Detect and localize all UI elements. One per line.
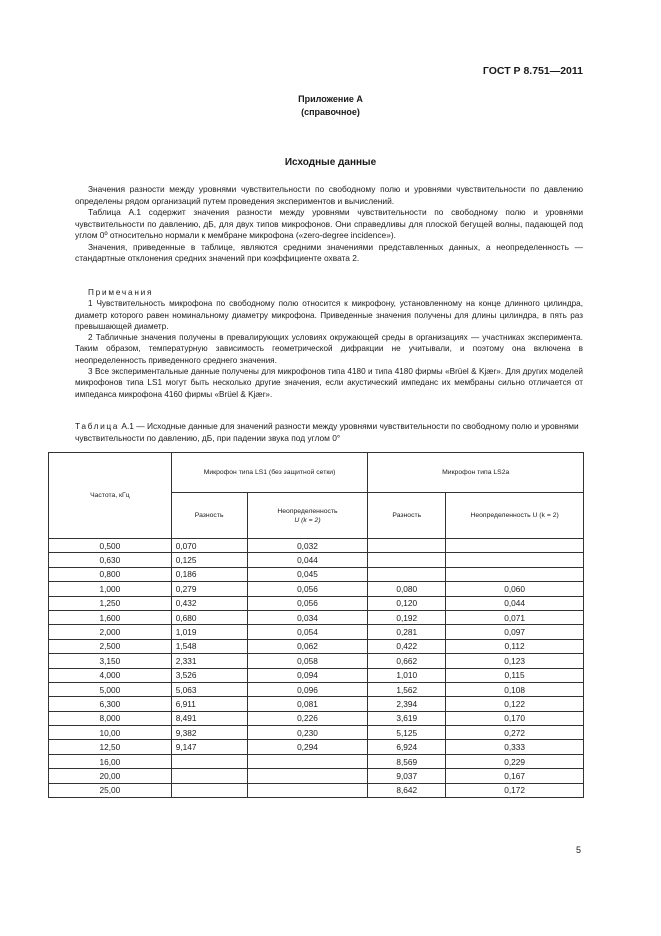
value-cell: 0,080 xyxy=(368,582,446,596)
value-cell: 6,924 xyxy=(368,740,446,754)
value-cell: 0,056 xyxy=(247,596,368,610)
table-row xyxy=(49,654,584,668)
frequency-cell: 2,500 xyxy=(49,639,172,653)
value-cell: 0,229 xyxy=(446,754,584,768)
value-cell: 1,548 xyxy=(171,639,247,653)
value-cell: 0,226 xyxy=(247,711,368,725)
value-cell: 0,333 xyxy=(446,740,584,754)
value-cell: 0,058 xyxy=(247,654,368,668)
value-cell: 0,192 xyxy=(368,610,446,624)
frequency-cell: 6,300 xyxy=(49,697,172,711)
value-cell: 0,294 xyxy=(247,740,368,754)
col-group-ls2a: Микрофон типа LS2a xyxy=(368,453,584,493)
frequency-cell: 1,250 xyxy=(49,596,172,610)
value-cell: 3,619 xyxy=(368,711,446,725)
value-cell: 0,230 xyxy=(247,726,368,740)
value-cell: 0,680 xyxy=(171,610,247,624)
frequency-cell: 0,800 xyxy=(49,567,172,581)
value-cell xyxy=(368,567,446,581)
value-cell: 2,394 xyxy=(368,697,446,711)
value-cell xyxy=(171,754,247,768)
value-cell: 0,422 xyxy=(368,639,446,653)
notes-block xyxy=(75,287,583,400)
note-item: 1 Чувствительность микрофона по свободному полю относится к микрофону, установленному на конце длинного цилиндра, диаметр которого равен номинальному диаметру микрофона. Приведенные значения получены для длины цилиндра, в пять раз превышающей диаметр. xyxy=(75,299,583,331)
frequency-cell: 16,00 xyxy=(49,754,172,768)
value-cell: 0,112 xyxy=(446,639,584,653)
col-ls1-uncertainty-line1: Неопределенность xyxy=(277,507,338,515)
value-cell: 2,331 xyxy=(171,654,247,668)
frequency-cell: 10,00 xyxy=(49,726,172,740)
table-row xyxy=(49,783,584,797)
value-cell xyxy=(247,769,368,783)
value-cell: 5,063 xyxy=(171,682,247,696)
intro-text xyxy=(75,184,583,265)
value-cell: 0,279 xyxy=(171,582,247,596)
table-row xyxy=(49,539,584,553)
note-item: 2 Табличные значения получены в превалирующих условиях окружающей среды в организациях — участниках эксперимента. Таким образом, температурную зависимость геометрической дифракции не учитывали, и поэтому она включена в неопределенность приведенного среднего значения. xyxy=(75,333,583,365)
table-row xyxy=(49,610,584,624)
paragraph: Значения разности между уровнями чувствительности по свободному полю и уровнями чувствительности по давлению определены рядом организаций путем проведения экспериментов и вычислений. xyxy=(75,184,583,206)
value-cell: 0,662 xyxy=(368,654,446,668)
table-row xyxy=(49,596,584,610)
page-number: 5 xyxy=(575,845,581,855)
table-row xyxy=(49,754,584,768)
frequency-cell: 12,50 xyxy=(49,740,172,754)
value-cell: 0,186 xyxy=(171,567,247,581)
frequency-cell: 4,000 xyxy=(49,668,172,682)
annex-type: (справочное) xyxy=(301,107,360,117)
value-cell: 0,125 xyxy=(171,553,247,567)
table-row xyxy=(49,582,584,596)
col-frequency: Частота, кГц xyxy=(49,453,172,539)
table-caption-label: Таблица xyxy=(75,421,120,431)
table-row xyxy=(49,639,584,653)
value-cell: 1,562 xyxy=(368,682,446,696)
table-row xyxy=(49,625,584,639)
table-row xyxy=(49,567,584,581)
frequency-cell: 25,00 xyxy=(49,783,172,797)
value-cell: 0,081 xyxy=(247,697,368,711)
table-row xyxy=(49,682,584,696)
value-cell xyxy=(171,769,247,783)
table-row xyxy=(49,697,584,711)
value-cell xyxy=(368,539,446,553)
value-cell: 9,037 xyxy=(368,769,446,783)
value-cell: 8,491 xyxy=(171,711,247,725)
table-row xyxy=(49,668,584,682)
value-cell xyxy=(446,553,584,567)
standard-number: ГОСТ Р 8.751—2011 xyxy=(482,65,583,77)
value-cell: 1,010 xyxy=(368,668,446,682)
value-cell xyxy=(446,539,584,553)
value-cell: 0,094 xyxy=(247,668,368,682)
section-title: Исходные данные xyxy=(284,157,377,168)
value-cell: 0,172 xyxy=(446,783,584,797)
frequency-cell: 1,000 xyxy=(49,582,172,596)
frequency-cell: 0,500 xyxy=(49,539,172,553)
value-cell: 0,044 xyxy=(446,596,584,610)
col-group-ls1: Микрофон типа LS1 (без защитной сетки) xyxy=(171,453,368,493)
note-item: 3 Все экспериментальные данные получены для микрофонов типа 4180 и типа 4180 фирмы «Brüel & Kjær». Для других моделей микрофонов типа LS1 могут быть несколько другие значения, если акустический импеданс их мембраны сильно отличается от импеданса микрофона 4160 фирмы «Brüel & Kjær». xyxy=(75,367,583,399)
value-cell: 0,108 xyxy=(446,682,584,696)
value-cell: 0,070 xyxy=(171,539,247,553)
table-caption-text: А.1 — Исходные данные для значений разности между уровнями чувствительности по свободному полю и уровнями чувствительности по давлению, дБ, при падении звука под углом 0° xyxy=(75,421,579,443)
value-cell: 0,115 xyxy=(446,668,584,682)
value-cell: 0,123 xyxy=(446,654,584,668)
value-cell: 0,054 xyxy=(247,625,368,639)
value-cell: 0,120 xyxy=(368,596,446,610)
table-row xyxy=(49,726,584,740)
value-cell: 0,432 xyxy=(171,596,247,610)
notes-heading: Примечания xyxy=(88,288,154,297)
value-cell: 0,122 xyxy=(446,697,584,711)
frequency-cell: 2,000 xyxy=(49,625,172,639)
value-cell: 0,062 xyxy=(247,639,368,653)
value-cell: 6,911 xyxy=(171,697,247,711)
value-cell: 9,382 xyxy=(171,726,247,740)
frequency-cell: 8,000 xyxy=(49,711,172,725)
value-cell: 0,167 xyxy=(446,769,584,783)
value-cell: 1,019 xyxy=(171,625,247,639)
value-cell: 0,034 xyxy=(247,610,368,624)
table-caption xyxy=(75,421,583,444)
table-row xyxy=(49,553,584,567)
annex-heading xyxy=(0,93,661,119)
table-header xyxy=(49,453,584,539)
value-cell: 0,281 xyxy=(368,625,446,639)
value-cell: 0,097 xyxy=(446,625,584,639)
value-cell xyxy=(368,553,446,567)
table-row xyxy=(49,769,584,783)
value-cell: 5,125 xyxy=(368,726,446,740)
value-cell: 0,170 xyxy=(446,711,584,725)
value-cell: 3,526 xyxy=(171,668,247,682)
table-body xyxy=(49,539,584,798)
value-cell: 0,044 xyxy=(247,553,368,567)
value-cell xyxy=(247,754,368,768)
frequency-cell: 20,00 xyxy=(49,769,172,783)
value-cell: 8,642 xyxy=(368,783,446,797)
value-cell xyxy=(446,567,584,581)
table-row xyxy=(49,711,584,725)
value-cell xyxy=(171,783,247,797)
col-ls2a-difference: Разность xyxy=(368,493,446,539)
paragraph: Таблица А.1 содержит значения разности между уровнями чувствительности по свободному полю и уровнями чувствительности по давлению, дБ, для двух типов микрофонов. Они справедливы для плоской бегущей волны, падающей под углом 0º относительно нормали к мембране микрофона («zero-degree incidence»). xyxy=(75,207,583,240)
col-ls1-uncertainty xyxy=(247,493,368,539)
col-ls1-uncertainty-line2: U (k = 2) xyxy=(294,516,321,524)
annex-title: Приложение А xyxy=(298,94,363,104)
table-row xyxy=(49,740,584,754)
frequency-cell: 3,150 xyxy=(49,654,172,668)
value-cell: 0,045 xyxy=(247,567,368,581)
col-ls2a-uncertainty: Неопределенность U (k = 2) xyxy=(446,493,584,539)
frequency-cell: 1,600 xyxy=(49,610,172,624)
value-cell: 0,096 xyxy=(247,682,368,696)
value-cell: 0,272 xyxy=(446,726,584,740)
col-ls1-difference: Разность xyxy=(171,493,247,539)
data-table xyxy=(48,452,584,798)
frequency-cell: 5,000 xyxy=(49,682,172,696)
value-cell: 9,147 xyxy=(171,740,247,754)
value-cell: 8,569 xyxy=(368,754,446,768)
value-cell: 0,071 xyxy=(446,610,584,624)
value-cell: 0,060 xyxy=(446,582,584,596)
value-cell xyxy=(247,783,368,797)
paragraph: Значения, приведенные в таблице, являются средними значениями представленных данных, а неопределенность — стандартные отклонения средних значений при коэффициенте охвата 2. xyxy=(75,241,583,263)
value-cell: 0,032 xyxy=(247,539,368,553)
frequency-cell: 0,630 xyxy=(49,553,172,567)
value-cell: 0,056 xyxy=(247,582,368,596)
